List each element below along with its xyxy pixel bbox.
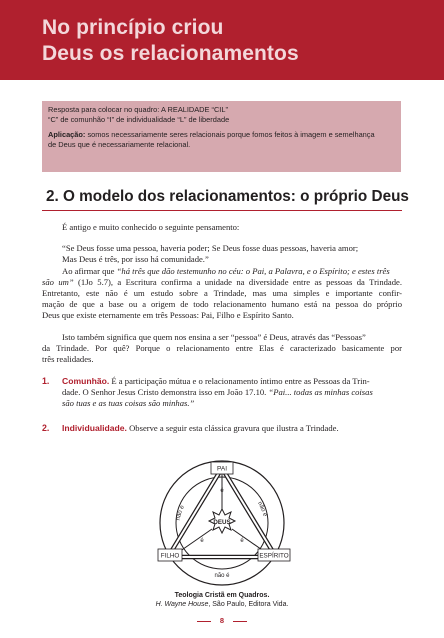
paragraph-1-line-4: mação de que a base ou a origem de todo relacionamento humano está na pessoa do próprio: [42, 299, 402, 309]
list-item-1-line-1: Comunhão. É a participação mútua e o relacionamento íntimo entre as Pessoas da Trin-: [62, 376, 370, 386]
paragraph-2-line-2: da Trindade. Por quê? Porque o relacionamento entre Elas é caracterizado basicamente por: [42, 343, 402, 353]
caption-author: H. Wayne House: [155, 601, 209, 608]
list-item-2-line-1: Individualidade. Observe a seguir esta clássica gravura que ilustra a Trindade.: [62, 423, 339, 433]
answer-box-line-1: Resposta para colocar no quadro: A REALIDADE “CIL”: [48, 105, 228, 114]
figure-caption-source: H. Wayne House, São Paulo, Editora Vida.: [155, 601, 289, 608]
intro-paragraph: É antigo e muito conhecido o seguinte pensamento:: [62, 222, 240, 232]
list-item-1-line-2: dade. O Senhor Jesus Cristo demonstra isso em João 17.10. “Pai... todas as minhas coisas: [62, 387, 373, 397]
list-item-1-label: Comunhão.: [62, 376, 110, 386]
label-is-not-left: não é: [175, 504, 187, 521]
chapter-title-line-2: Deus os relacionamentos: [42, 42, 299, 65]
list-item-2-label: Individualidade.: [62, 423, 127, 433]
paragraph-1-line-5: Deus que existe eternamente em três Pessoas: Pai, Filho e Espírito Santo.: [42, 310, 294, 320]
label-deus: DEUS: [213, 519, 231, 526]
application-label: Aplicação:: [48, 130, 86, 140]
answer-box: [42, 101, 401, 172]
page-number: 8: [219, 616, 225, 625]
list-item-2-number: 2.: [42, 423, 50, 433]
label-is-top: é: [220, 488, 224, 494]
quote-line-2: Mas Deus é três, por isso há comunidade.”: [62, 254, 209, 264]
chapter-header-banner: [0, 0, 444, 80]
quote-line-1: “Se Deus fosse uma pessoa, haveria poder; Se Deus fosse duas pessoas, haveria amor;: [62, 243, 359, 253]
figure-caption-title: Teologia Cristã em Quadros.: [174, 592, 270, 599]
answer-box-line-2: “C” de comunhão “I” de individualidade “L” de liberdade: [48, 114, 230, 124]
paragraph-1-line-3: Entretanto, este não é um estudo sobre a Trindade, mas uma simples e importante confir-: [42, 288, 402, 298]
paragraph-2-line-1: Isto também significa que quem nos ensina a ser “pessoa” é Deus, através das “Pessoas”: [62, 332, 366, 342]
paragraph-2-line-3: três realidades.: [42, 354, 94, 364]
trinity-shield-diagram: [132, 459, 312, 587]
label-is-left: é: [200, 538, 204, 544]
label-is-not-right: não é: [256, 500, 268, 518]
application-text: somos necessariamente seres relacionais porque fomos feitos à imagem e semelhança: [85, 130, 375, 140]
label-pai: PAI: [217, 465, 227, 473]
label-is-not-bottom: não é: [214, 573, 230, 579]
paragraph-1-line-2: são um” (1Jo 5.7), a Escritura confirma a unidade na diversidade entre as pessoas da Trindade.: [42, 277, 402, 287]
section-title-rule: [42, 210, 402, 211]
list-item-1-number: 1.: [42, 376, 50, 386]
application-text-2: de Deus que é necessariamente relacional.: [48, 139, 191, 149]
chapter-title-line-1: No princípio criou: [42, 16, 224, 39]
label-is-right: é: [240, 538, 244, 544]
label-filho: FILHO: [160, 552, 180, 560]
footer-rule-right: [233, 621, 247, 622]
label-espirito: ESPÍRITO: [259, 552, 289, 560]
list-item-1-line-3: são tuas e as tuas coisas são minhas.”: [62, 398, 195, 408]
paragraph-1-line-1: Ao afirmar que “há três que dão testemunho no céu: o Pai, a Palavra, e o Espírito; e estes três: [62, 266, 390, 276]
application-line: [48, 130, 395, 140]
section-title: 2. O modelo dos relacionamentos: o próprio Deus: [46, 188, 409, 205]
